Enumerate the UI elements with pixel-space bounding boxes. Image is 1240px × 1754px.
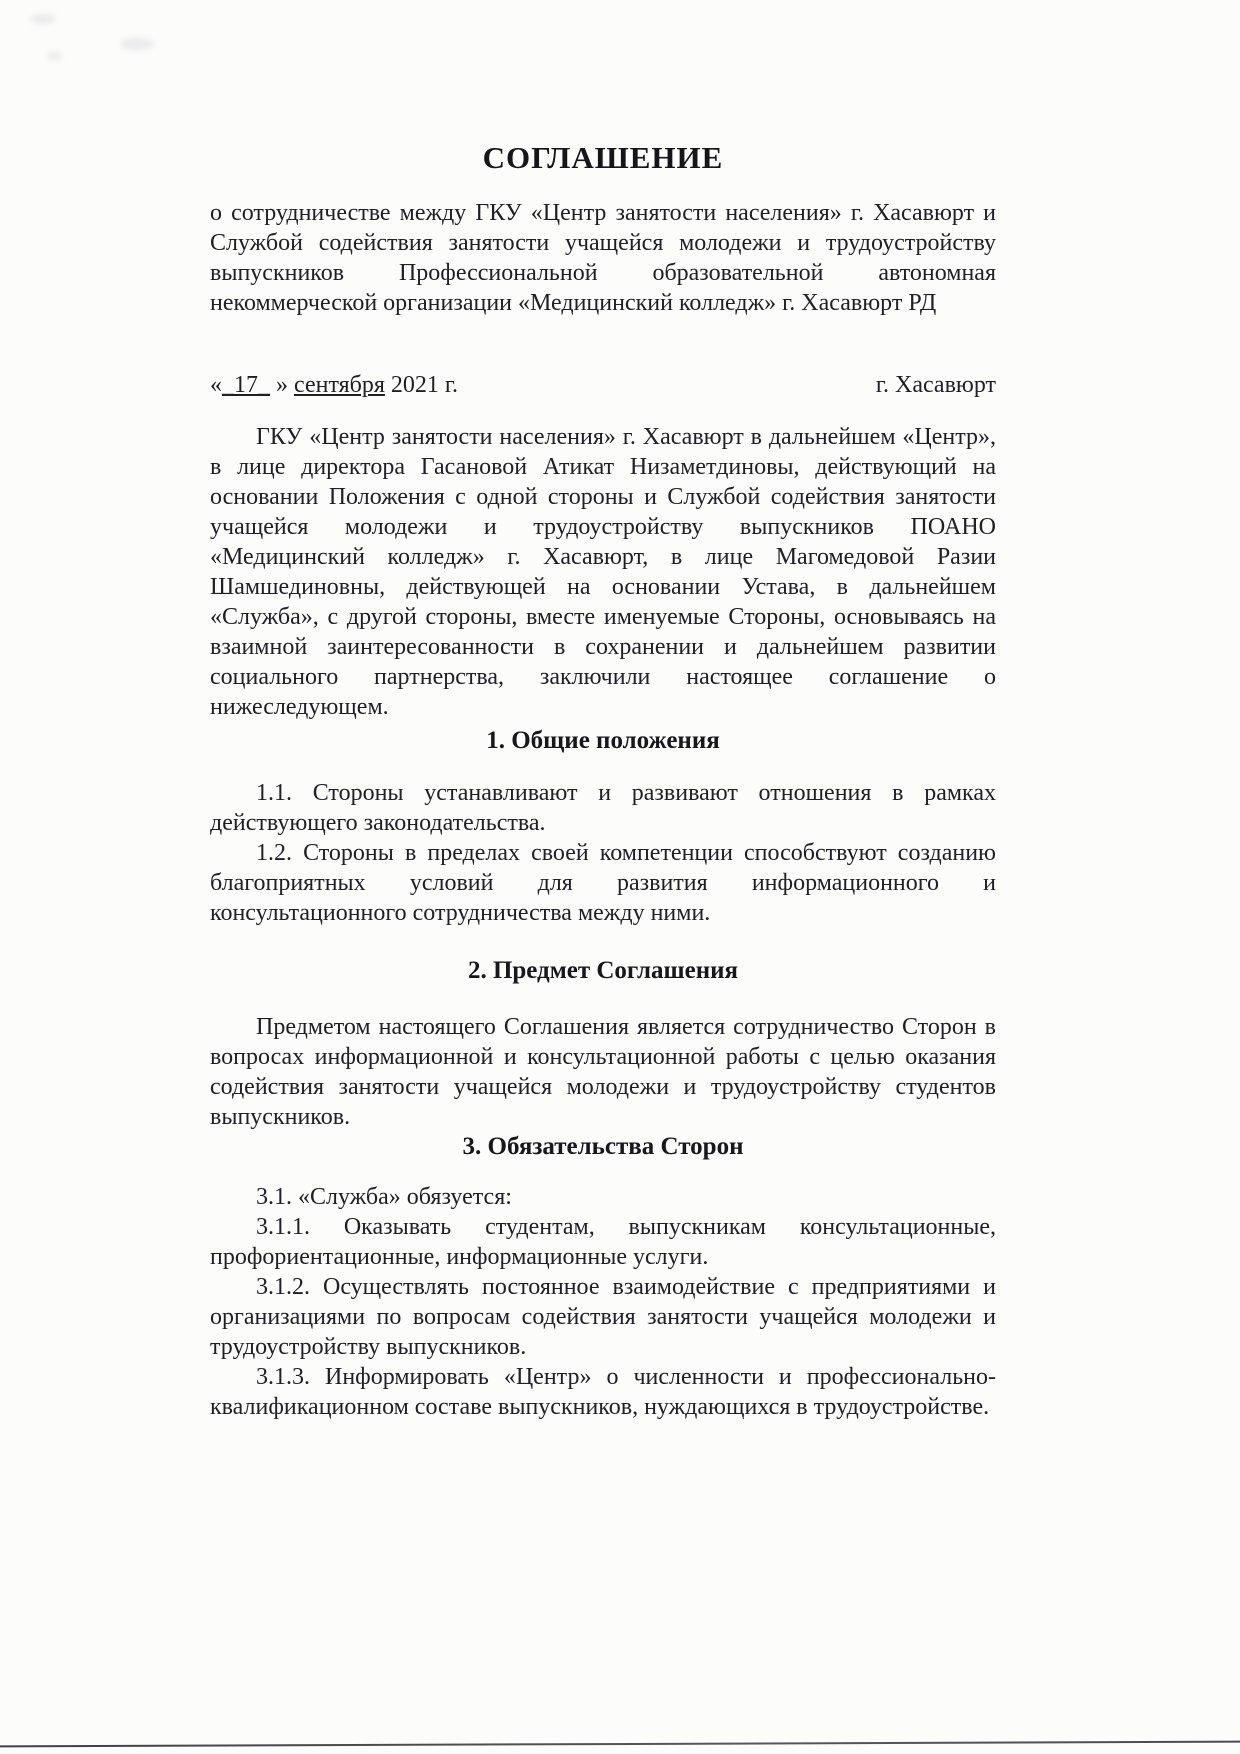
preamble-paragraph: ГКУ «Центр занятости населения» г. Хасавюрт в дальнейшем «Центр», в лице директора Гасановой Атикат Низаметдиновы, действующий на основании Положения с одной стороны и Службой содействия занятости учащейся молодежи и трудоустройству выпускников ПОАНО «Медицинский колледж» г. Хасавюрт, в лице Магомедовой Разии Шамшединовны, действующей на основании Устава, в дальнейшем «Служба», с другой стороны, вместе именуемые Стороны, основываясь на взаимной заинтересованности в сохранении и дальнейшем развитии социального партнерства, заключили настоящее соглашение о нижеследующем. <box>210 424 996 720</box>
date-close-quote: » <box>276 372 288 398</box>
section-2-heading: 2. Предмет Соглашения <box>467 957 739 984</box>
clause-3-1-1: 3.1.1. Оказывать студентам, выпускникам консультационные, профориентационные, информационные услуги. <box>210 1214 996 1270</box>
document-subtitle: о сотрудничестве между ГКУ «Центр занятости населения» г. Хасавюрт и Службой содействия занятости учащейся молодежи и трудоустройству выпускников Профессиональной образовательной автономная некоммерческой организации «Медицинский колледж» г. Хасавюрт РД <box>210 200 996 316</box>
clause-3-1-2: 3.1.2. Осуществлять постоянное взаимодействие с предприятиями и организациями по вопросам содействия занятости учащейся молодежи и трудоустройству выпускников. <box>210 1274 996 1360</box>
date-day: _17_ <box>222 372 270 398</box>
scan-smudge <box>30 14 56 24</box>
document-content <box>210 0 996 1422</box>
date-row <box>210 370 996 400</box>
date-city: г. Хасавюрт <box>875 372 996 398</box>
clause-1-1: 1.1. Стороны устанавливают и развивают отношения в рамках действующего законодательства. <box>210 780 996 836</box>
scan-smudge <box>46 52 62 60</box>
scan-edge-line <box>0 1741 1240 1748</box>
clause-1-2: 1.2. Стороны в пределах своей компетенции способствуют созданию благоприятных условий для развития информационного и консультационного сотрудничества между ними. <box>210 840 996 926</box>
section-2-paragraph: Предметом настоящего Соглашения является сотрудничество Сторон в вопросах информационной и консультационной работы с целью оказания содействия занятости учащейся молодежи и трудоустройству студентов выпускников. <box>210 1014 996 1130</box>
section-1-heading: 1. Общие положения <box>486 727 720 754</box>
date-line <box>210 370 458 400</box>
section-3-heading: 3. Обязательства Сторон <box>462 1133 744 1160</box>
scan-smudge <box>120 38 154 50</box>
clause-3-1: 3.1. «Служба» обязуется: <box>256 1184 512 1210</box>
date-month: сентября <box>294 372 385 398</box>
clause-3-1-3: 3.1.3. Информировать «Центр» о численности и профессионально-квалификационном составе выпускников, нуждающихся в трудоустройстве. <box>210 1364 996 1420</box>
date-year: 2021 г. <box>390 372 459 398</box>
document-title: СОГЛАШЕНИЕ <box>482 140 724 175</box>
date-open-quote: « <box>210 372 222 398</box>
